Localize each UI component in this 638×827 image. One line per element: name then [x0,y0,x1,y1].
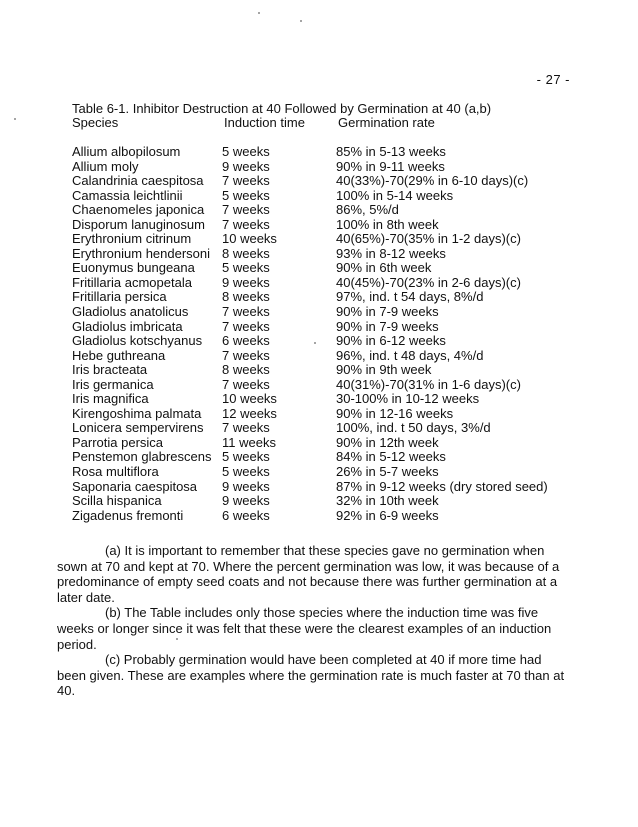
table-row [72,160,572,175]
page-number: - 27 - [536,72,570,87]
table-row [72,320,572,335]
table-row [72,465,572,480]
scan-speck [14,118,16,120]
table-row [72,145,572,160]
induction-time-cell: 9 weeks [222,158,270,174]
induction-time-cell: 10 weeks [222,391,277,407]
table-row [72,305,572,320]
germination-rate-cell: 100%, ind. t 50 days, 3%/d [336,420,491,436]
germination-rate-cell: 84% in 5-12 weeks [336,449,446,465]
induction-time-cell: 9 weeks [222,274,270,290]
footnote-c: (c) Probably germination would have been completed at 40 if more time had been given. These are examples where the germination rate is much faster at 70 than at 40. [57,652,565,699]
species-cell: Kirengoshima palmata [72,405,202,421]
species-cell: Zigadenus fremonti [72,507,184,523]
germination-rate-cell: 100% in 5-14 weeks [336,187,454,203]
table-body [72,145,572,523]
table-row [72,407,572,422]
table-row [72,436,572,451]
species-cell: Lonicera sempervirens [72,420,204,436]
induction-time-cell: 7 weeks [222,173,270,189]
scan-speck [314,342,316,344]
induction-time-cell: 8 weeks [222,362,270,378]
induction-time-cell: 9 weeks [222,493,270,509]
germination-rate-cell: 30-100% in 10-12 weeks [336,391,480,407]
table-row [72,509,572,524]
germination-rate-cell: 96%, ind. t 48 days, 4%/d [336,347,484,363]
induction-time-cell: 5 weeks [222,144,270,159]
species-cell: Fritillaria persica [72,289,167,305]
scan-speck [300,20,302,22]
table-row [72,276,572,291]
species-cell: Penstemon glabrescens [72,449,212,465]
induction-time-cell: 10 weeks [222,231,277,247]
table-row [72,203,572,218]
species-cell: Scilla hispanica [72,493,162,509]
induction-time-cell: 8 weeks [222,245,270,261]
induction-time-cell: 7 weeks [222,216,270,232]
germination-rate-cell: 90% in 7-9 weeks [336,304,439,320]
species-cell: Iris magnifica [72,391,149,407]
germination-rate-cell: 85% in 5-13 weeks [336,144,446,159]
induction-time-cell: 8 weeks [222,289,270,305]
germination-rate-cell: 40(31%)-70(31% in 1-6 days)(c) [336,376,521,392]
table-row [72,349,572,364]
germination-rate-cell: 100% in 8th week [336,216,439,232]
table-row [72,378,572,393]
germination-rate-cell: 32% in 10th week [336,493,439,509]
induction-time-cell: 5 weeks [222,464,270,480]
germination-rate-cell: 90% in 6-12 weeks [336,333,446,349]
scan-speck [176,638,178,640]
table-caption: Table 6-1. Inhibitor Destruction at 40 Followed by Germination at 40 (a,b) [72,101,492,116]
species-cell: Saponaria caespitosa [72,478,198,494]
footnotes [57,543,569,699]
germination-rate-cell: 40(45%)-70(23% in 2-6 days)(c) [336,274,521,290]
table-row [72,290,572,305]
table-row [72,494,572,509]
germination-rate-cell: 86%, 5%/d [336,202,399,218]
table-header [72,115,552,131]
induction-time-cell: 7 weeks [222,304,270,320]
induction-time-cell: 11 weeks [222,434,276,450]
germination-rate-cell: 40(33%)-70(29% in 6-10 days)(c) [336,173,529,189]
induction-time-cell: 7 weeks [222,202,270,218]
header-germination-rate: Germination rate [338,115,435,130]
germination-rate-cell: 40(65%)-70(35% in 1-2 days)(c) [336,231,521,247]
species-cell: Rosa multiflora [72,464,159,480]
species-cell: Euonymus bungeana [72,260,195,276]
table-row [72,261,572,276]
table-row [72,232,572,247]
table-row [72,480,572,495]
header-species: Species [72,115,119,130]
species-cell: Fritillaria acmopetala [72,274,192,290]
species-cell: Erythronium citrinum [72,231,192,247]
table-row [72,450,572,465]
table-row [72,247,572,262]
germination-rate-cell: 93% in 8-12 weeks [336,245,446,261]
species-cell: Gladiolus imbricata [72,318,183,334]
species-cell: Gladiolus anatolicus [72,304,189,320]
species-cell: Iris germanica [72,376,154,392]
table-row [72,174,572,189]
germination-rate-cell: 90% in 7-9 weeks [336,318,439,334]
scan-speck [258,12,260,14]
germination-rate-cell: 92% in 6-9 weeks [336,507,439,523]
table-row [72,392,572,407]
germination-rate-cell: 90% in 9th week [336,362,432,378]
induction-time-cell: 7 weeks [222,318,270,334]
table-row [72,363,572,378]
induction-time-cell: 9 weeks [222,478,270,494]
germination-rate-cell: 87% in 9-12 weeks (dry stored seed) [336,478,548,494]
species-cell: Camassia leichtlinii [72,187,183,203]
germination-rate-cell: 90% in 12th week [336,434,439,450]
species-cell: Erythronium hendersoni [72,245,211,261]
germination-rate-cell: 90% in 6th week [336,260,432,276]
induction-time-cell: 5 weeks [222,260,270,276]
table-row [72,334,572,349]
germination-rate-cell: 90% in 12-16 weeks [336,405,454,421]
induction-time-cell: 7 weeks [222,420,270,436]
footnote-a: (a) It is important to remember that these species gave no germination when sown at 70 and kept at 70. Where the percent germination was low, it was because of a predominance of empty seed coats and not because there was further germination at a later date. [57,543,560,605]
induction-time-cell: 12 weeks [222,405,277,421]
induction-time-cell: 5 weeks [222,187,270,203]
germination-rate-cell: 26% in 5-7 weeks [336,464,439,480]
species-cell: Hebe guthreana [72,347,166,363]
species-cell: Iris bracteata [72,362,148,378]
species-cell: Gladiolus kotschyanus [72,333,203,349]
table-row [72,421,572,436]
table-row [72,218,572,233]
species-cell: Allium moly [72,158,139,174]
species-cell: Disporum lanuginosum [72,216,205,232]
species-cell: Calandrinia caespitosa [72,173,204,189]
species-cell: Parrotia persica [72,434,164,450]
induction-time-cell: 6 weeks [222,333,270,349]
induction-time-cell: 6 weeks [222,507,270,523]
species-cell: Chaenomeles japonica [72,202,205,218]
footnote-b: (b) The Table includes only those species where the induction time was five weeks or longer since it was felt that these were the clearest examples of an induction period. [57,605,552,652]
germination-rate-cell: 97%, ind. t 54 days, 8%/d [336,289,484,305]
table-row [72,189,572,204]
induction-time-cell: 7 weeks [222,347,270,363]
induction-time-cell: 7 weeks [222,376,270,392]
header-induction-time: Induction time [224,115,305,130]
induction-time-cell: 5 weeks [222,449,270,465]
germination-rate-cell: 90% in 9-11 weeks [336,158,445,174]
species-cell: Allium albopilosum [72,144,181,159]
